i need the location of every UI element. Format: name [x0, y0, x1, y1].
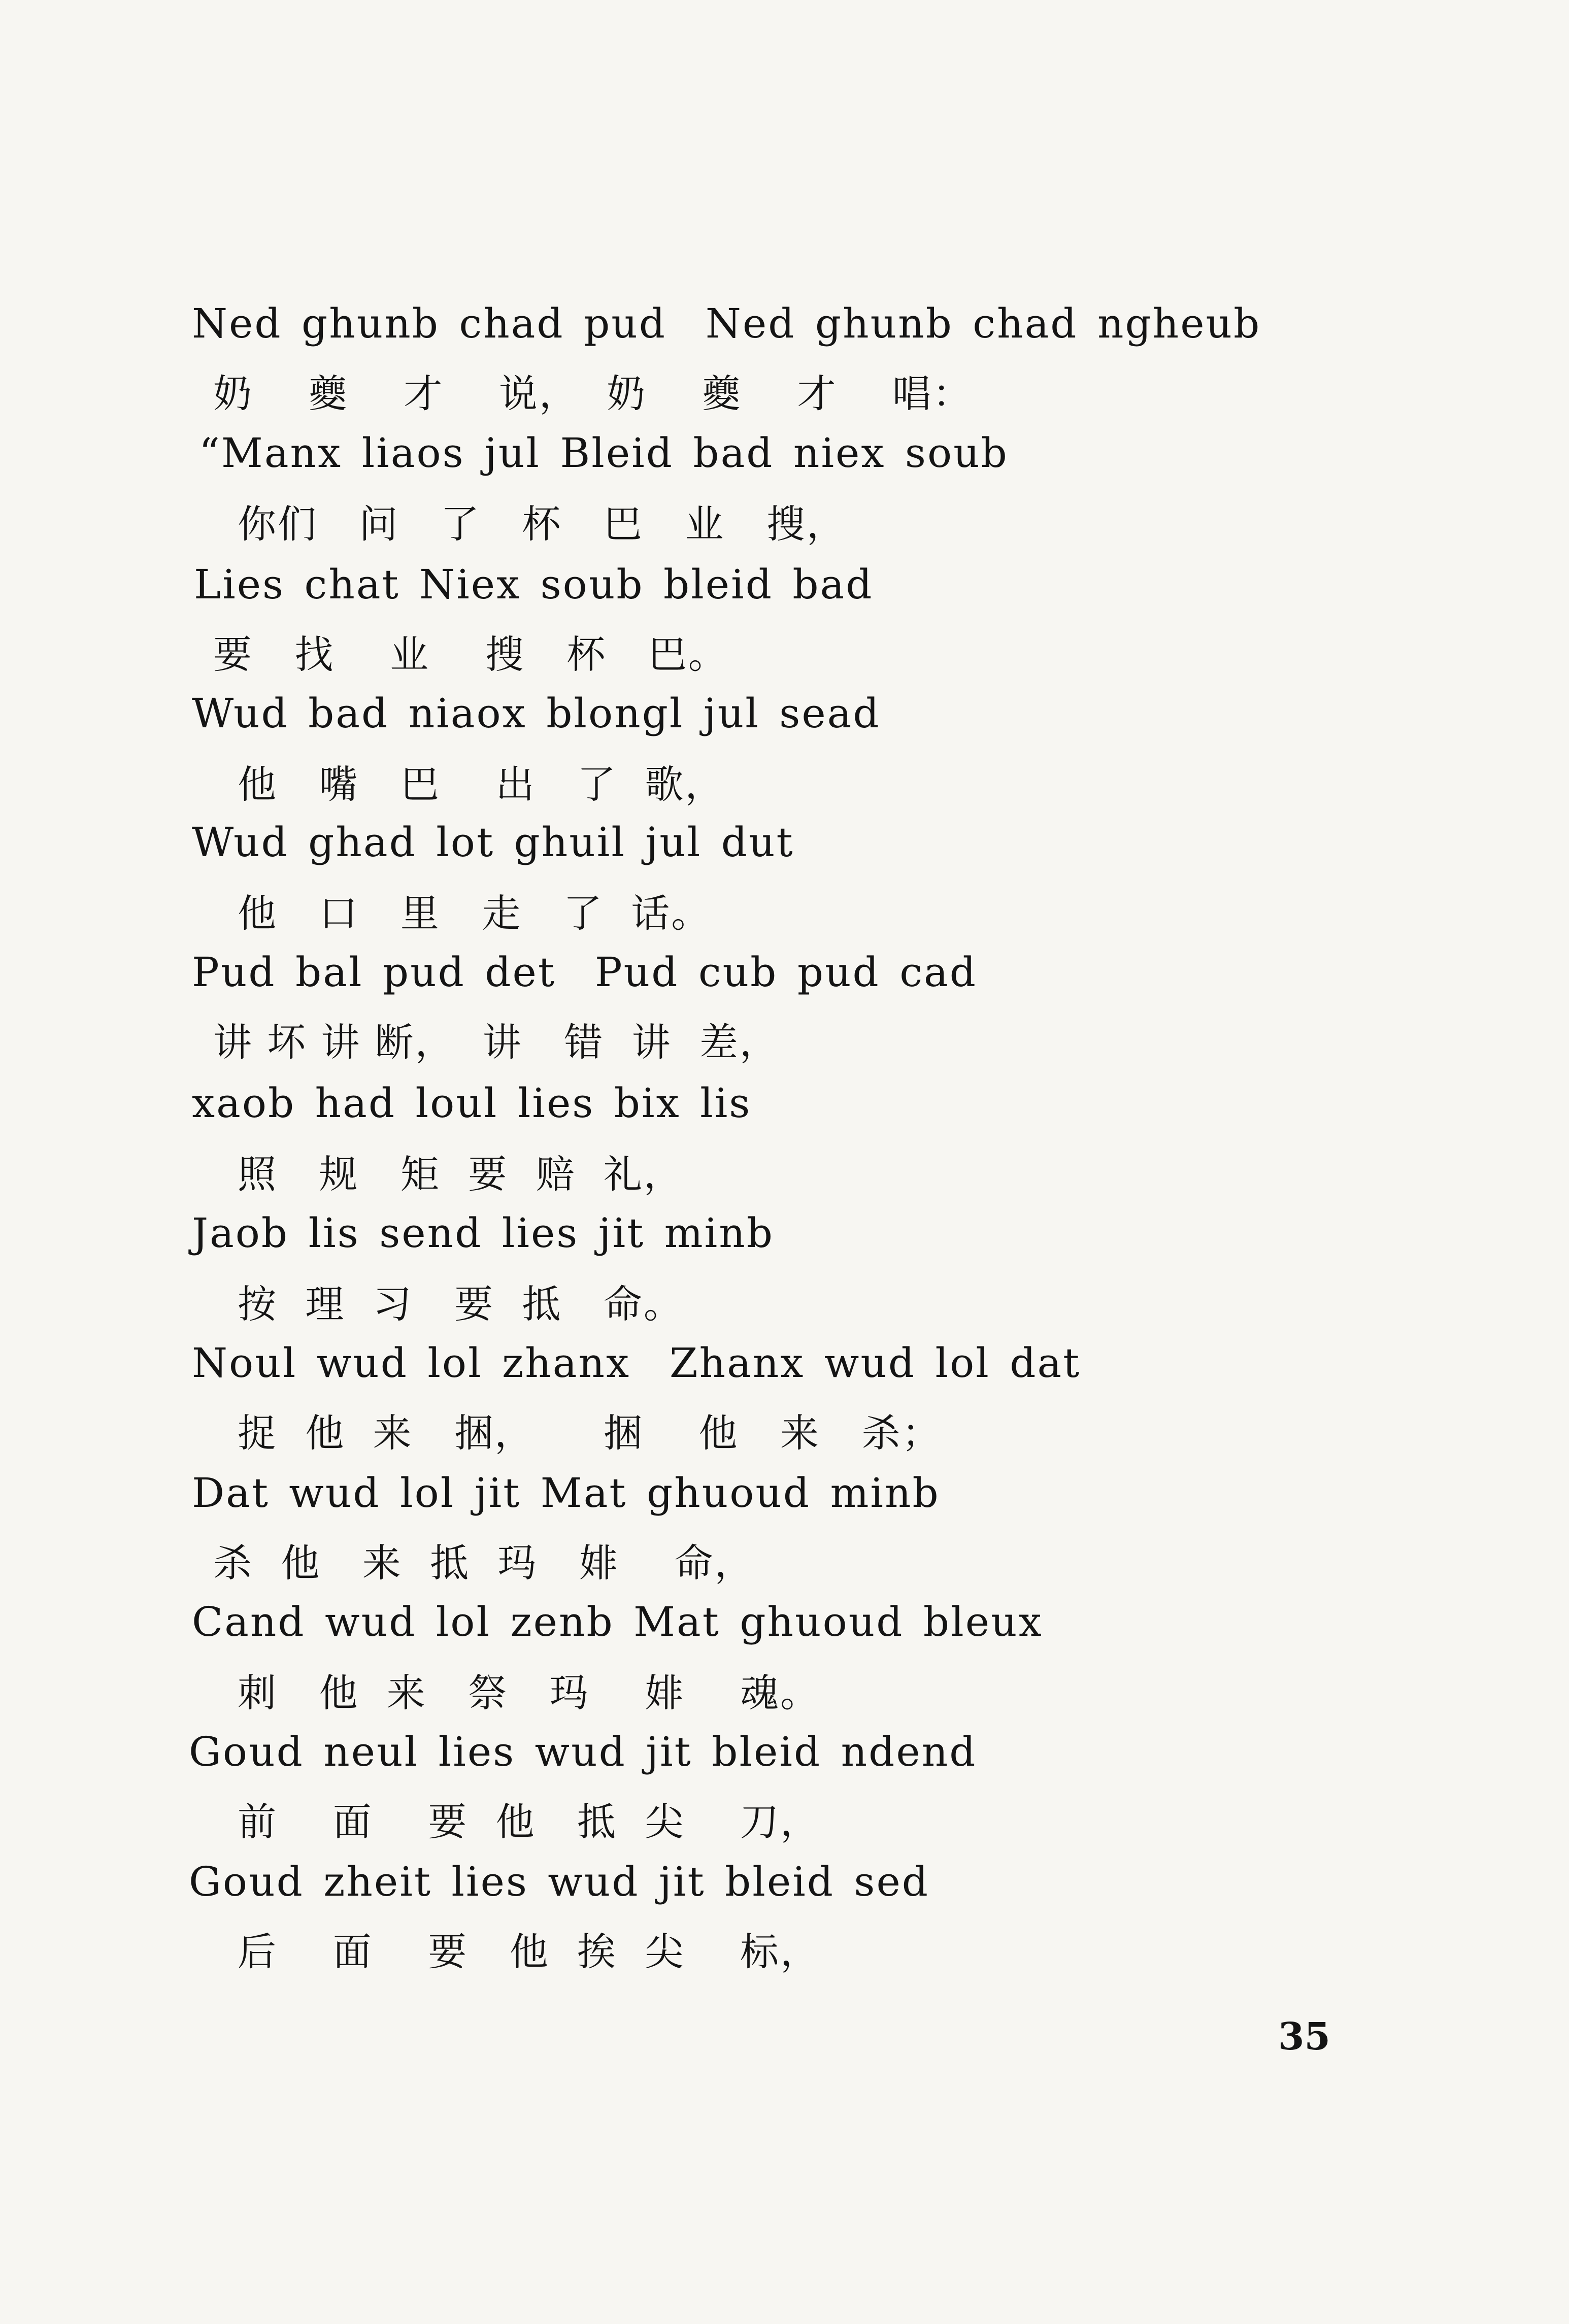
miao-line-3: Lies chat Niex soub bleid bad [194, 561, 874, 608]
chinese-line-1: 奶 夔 才 说， 奶 夔 才 唱： [213, 371, 973, 416]
miao-line-12: Goud neul lies wud jit bleid ndend [189, 1728, 977, 1775]
miao-line-10: Dat wud lol jit Mat ghuoud minb [192, 1469, 940, 1517]
chinese-line-6: 讲 坏 讲 断， 讲 错 讲 差， [213, 1020, 780, 1065]
chinese-line-12: 前 面 要 他 抵 尖 刀， [238, 1799, 821, 1844]
chinese-line-2: 你们 问 了 杯 巴 业 搜， [238, 501, 847, 547]
chinese-line-7: 照 规 矩 要 赔 礼， [238, 1152, 684, 1197]
miao-line-6: Pud bal pud det Pud cub pud cad [192, 949, 977, 996]
miao-line-7: xaob had loul lies bix lis [192, 1080, 752, 1127]
miao-line-11: Cand wud lol zenb Mat ghuoud bleux [192, 1598, 1043, 1645]
miao-line-2: “Manx liaos jul Bleid bad niex soub [199, 429, 1009, 477]
miao-line-5: Wud ghad lot ghuil jul dut [192, 819, 794, 866]
chinese-line-8: 按 理 习 要 抵 命。 [238, 1282, 684, 1327]
chinese-line-11: 刺 他 来 祭 玛 婔 魂。 [238, 1670, 821, 1715]
miao-line-13: Goud zheit lies wud jit bleid sed [189, 1858, 929, 1905]
miao-line-1: Ned ghunb chad pud Ned ghunb chad ngheub [192, 300, 1261, 347]
page-number: 35 [1278, 2015, 1330, 2059]
miao-line-8: Jaob lis send lies jit minb [192, 1209, 774, 1257]
chinese-line-10: 杀 他 来 抵 玛 婔 命， [213, 1540, 755, 1586]
chinese-line-3: 要 找 业 搜 杯 巴。 [213, 632, 728, 677]
chinese-line-9: 捉 他 来 捆， 捆 他 来 杀； [238, 1410, 942, 1456]
miao-line-9: Noul wud lol zhanx Zhanx wud lol dat [192, 1339, 1081, 1387]
miao-line-4: Wud bad niaox blongl jul sead [192, 690, 881, 737]
chinese-line-13: 后 面 要 他 挨 尖 标， [238, 1929, 821, 1974]
chinese-line-4: 他 嘴 巴 出 了 歌， [238, 762, 725, 807]
chinese-line-5: 他 口 里 走 了 话。 [238, 891, 712, 936]
